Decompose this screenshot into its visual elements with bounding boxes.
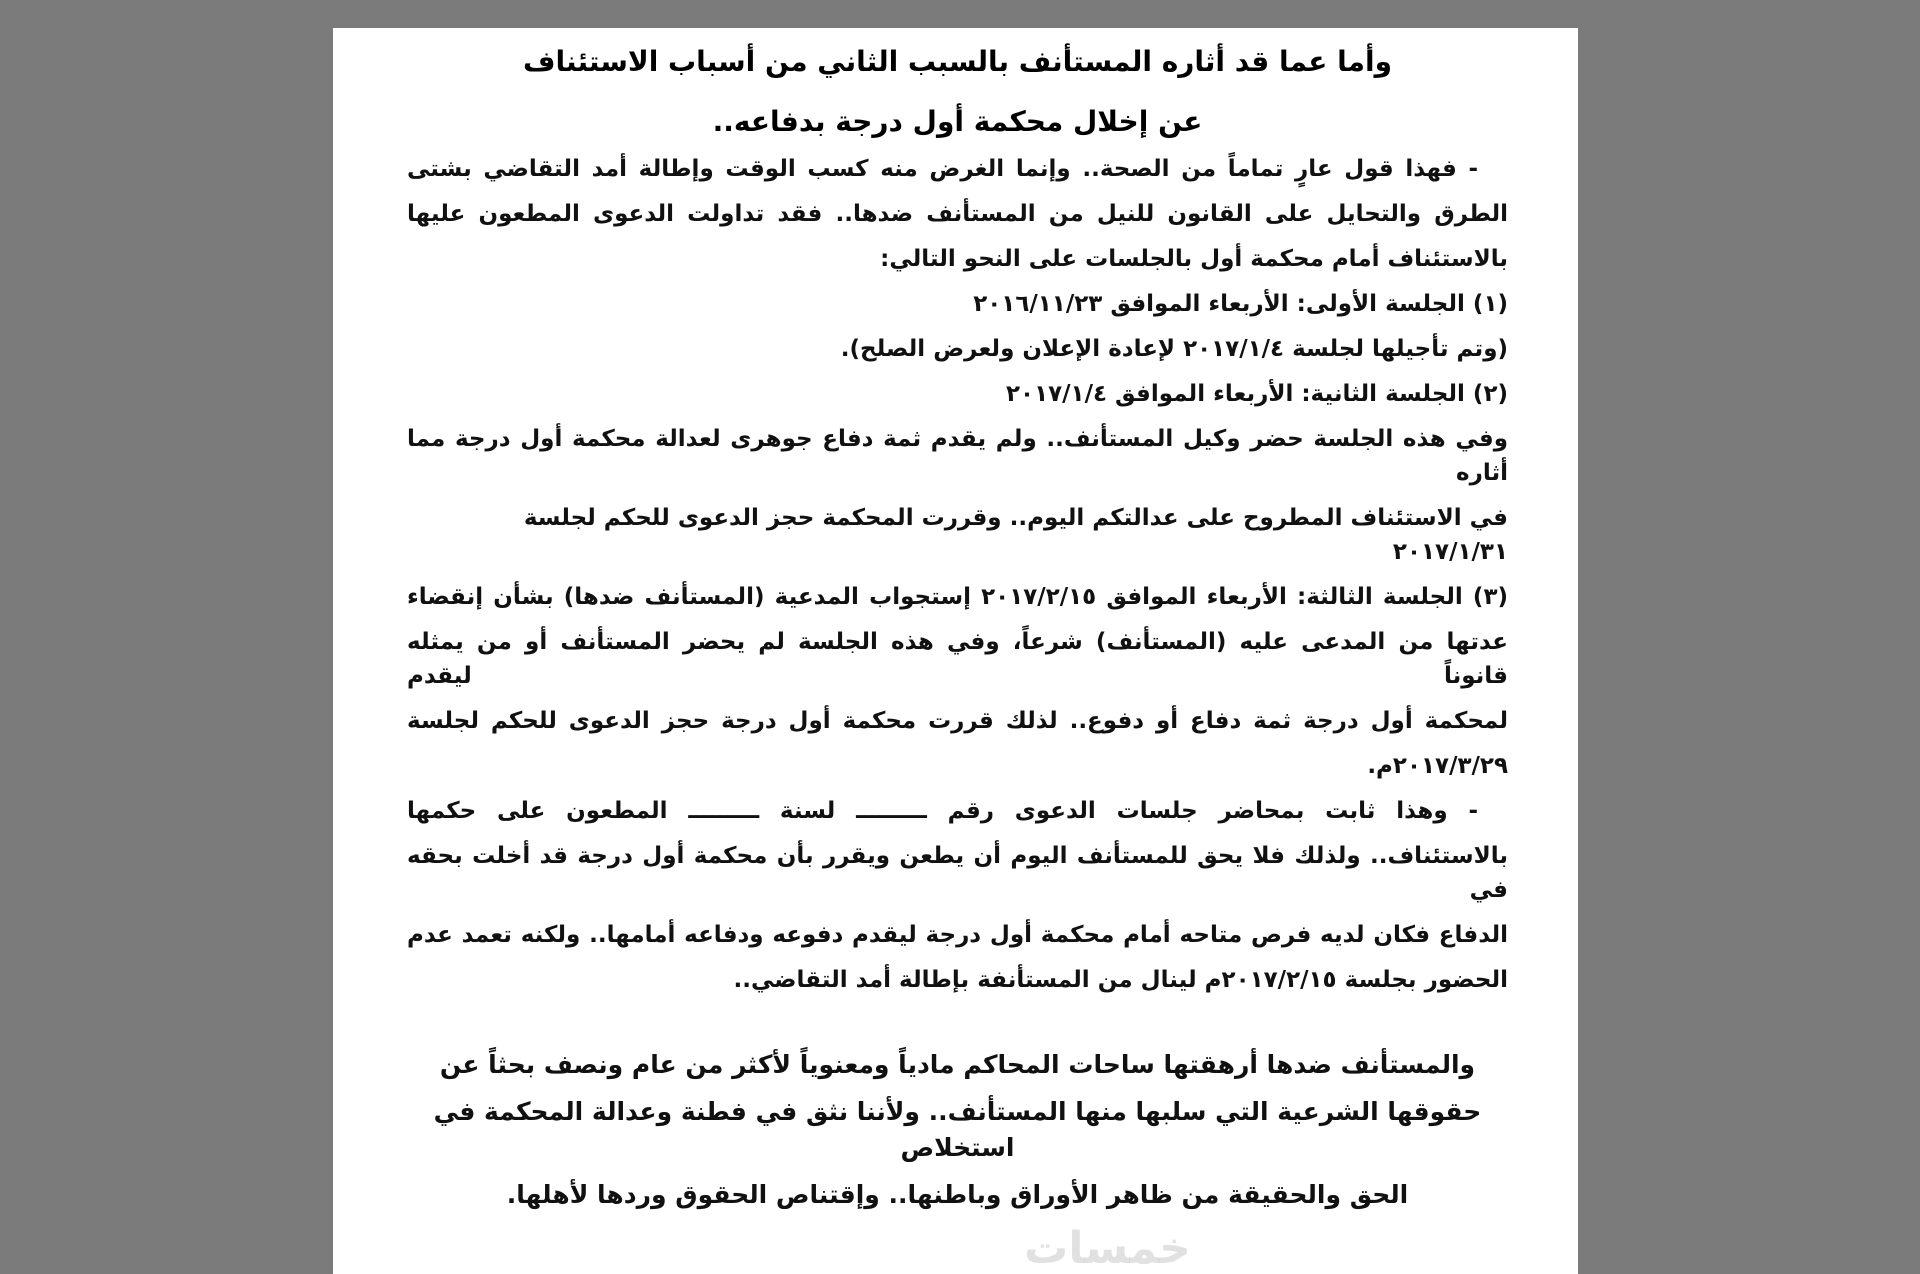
body-line: بالاستئناف.. ولذلك فلا يحق للمستأنف اليوم أن يطعن ويقرر بأن محكمة أول درجة قد أخلت بحقه في [407, 843, 1508, 903]
body-line: وفي هذه الجلسة حضر وكيل المستأنف.. ولم يقدم ثمة دفاع جوهرى لعدالة محكمة أول درجة مما أثاره [407, 426, 1508, 486]
body-line: الدفاع فكان لديه فرص متاحه أمام محكمة أول درجة ليقدم دفوعه ودفاعه أمامها.. ولكنه تعمد عدم [407, 922, 1508, 948]
closing-line: والمستأنف ضدها أرهقتها ساحات المحاكم مادياً ومعنوياً لأكثر من عام ونصف بحثاً عن [439, 1050, 1476, 1079]
watermark-logo: خمسات [1024, 1223, 1191, 1274]
body-line: لمحكمة أول درجة ثمة دفاع أو دفوع.. لذلك قررت محكمة أول درجة حجز الدعوى للحكم لجلسة [407, 708, 1508, 734]
body-line: في الاستئناف المطروح على عدالتكم اليوم.. وقررت المحكمة حجز الدعوى للحكم لجلسة ٢٠١٧/١/٣١ [523, 505, 1508, 565]
closing-line: الحق والحقيقة من ظاهر الأوراق وباطنها.. وإقتناص الحقوق وردها لأهلها. [506, 1180, 1409, 1209]
body-line: عدتها من المدعى عليه (المستأنف) شرعاً، وفي هذه الجلسة لم يحضر المستأنف أو من يمثله قانوناً ليقدم [407, 629, 1508, 689]
body-line: بالاستئناف أمام محكمة أول بالجلسات على النحو التالي: [880, 246, 1508, 272]
document-title-line-2: عن إخلال محكمة أول درجة بدفاعه.. [712, 105, 1203, 138]
body-line: الحضور بجلسة ٢٠١٧/٢/١٥م لينال من المستأنفة بإطالة أمد التقاضي.. [733, 967, 1508, 993]
body-line: - وهذا ثابت بمحاضر جلسات الدعوى رقم ـــــــــ لسنة ـــــــــ المطعون على حكمها [407, 798, 1478, 824]
body-line: (١) الجلسة الأولى: الأربعاء الموافق ٢٠١٦/١١/٢٣ [973, 291, 1508, 317]
closing-paragraph [407, 1047, 1508, 1213]
body-line: (٢) الجلسة الثانية: الأربعاء الموافق ٢٠١٧/١/٤ [1006, 381, 1508, 407]
body-line: (وتم تأجيلها لجلسة ٢٠١٧/١/٤ لإعادة الإعلان ولعرض الصلح). [840, 336, 1508, 362]
body-line: الطرق والتحايل على القانون للنيل من المستأنف ضدها.. فقد تداولت الدعوى المطعون عليها [407, 201, 1508, 227]
body-line: ٢٠١٧/٣/٢٩م. [1367, 753, 1508, 779]
document-title-line-1: وأما عما قد أثاره المستأنف بالسبب الثاني من أسباب الاستئناف [522, 45, 1392, 78]
body-line: - فهذا قول عارٍ تماماً من الصحة.. وإنما الغرض منه كسب الوقت وإطالة أمد التقاضي بشتى [407, 156, 1478, 182]
document-page [333, 28, 1578, 1274]
closing-line: حقوقها الشرعية التي سلبها منها المستأنف.. ولأننا نثق في فطنة وعدالة المحكمة في استخلاص [433, 1097, 1482, 1162]
body-line: (٣) الجلسة الثالثة: الأربعاء الموافق ٢٠١٧/٢/١٥ إستجواب المدعية (المستأنف ضدها) بشأن إنقضاء [407, 584, 1508, 610]
